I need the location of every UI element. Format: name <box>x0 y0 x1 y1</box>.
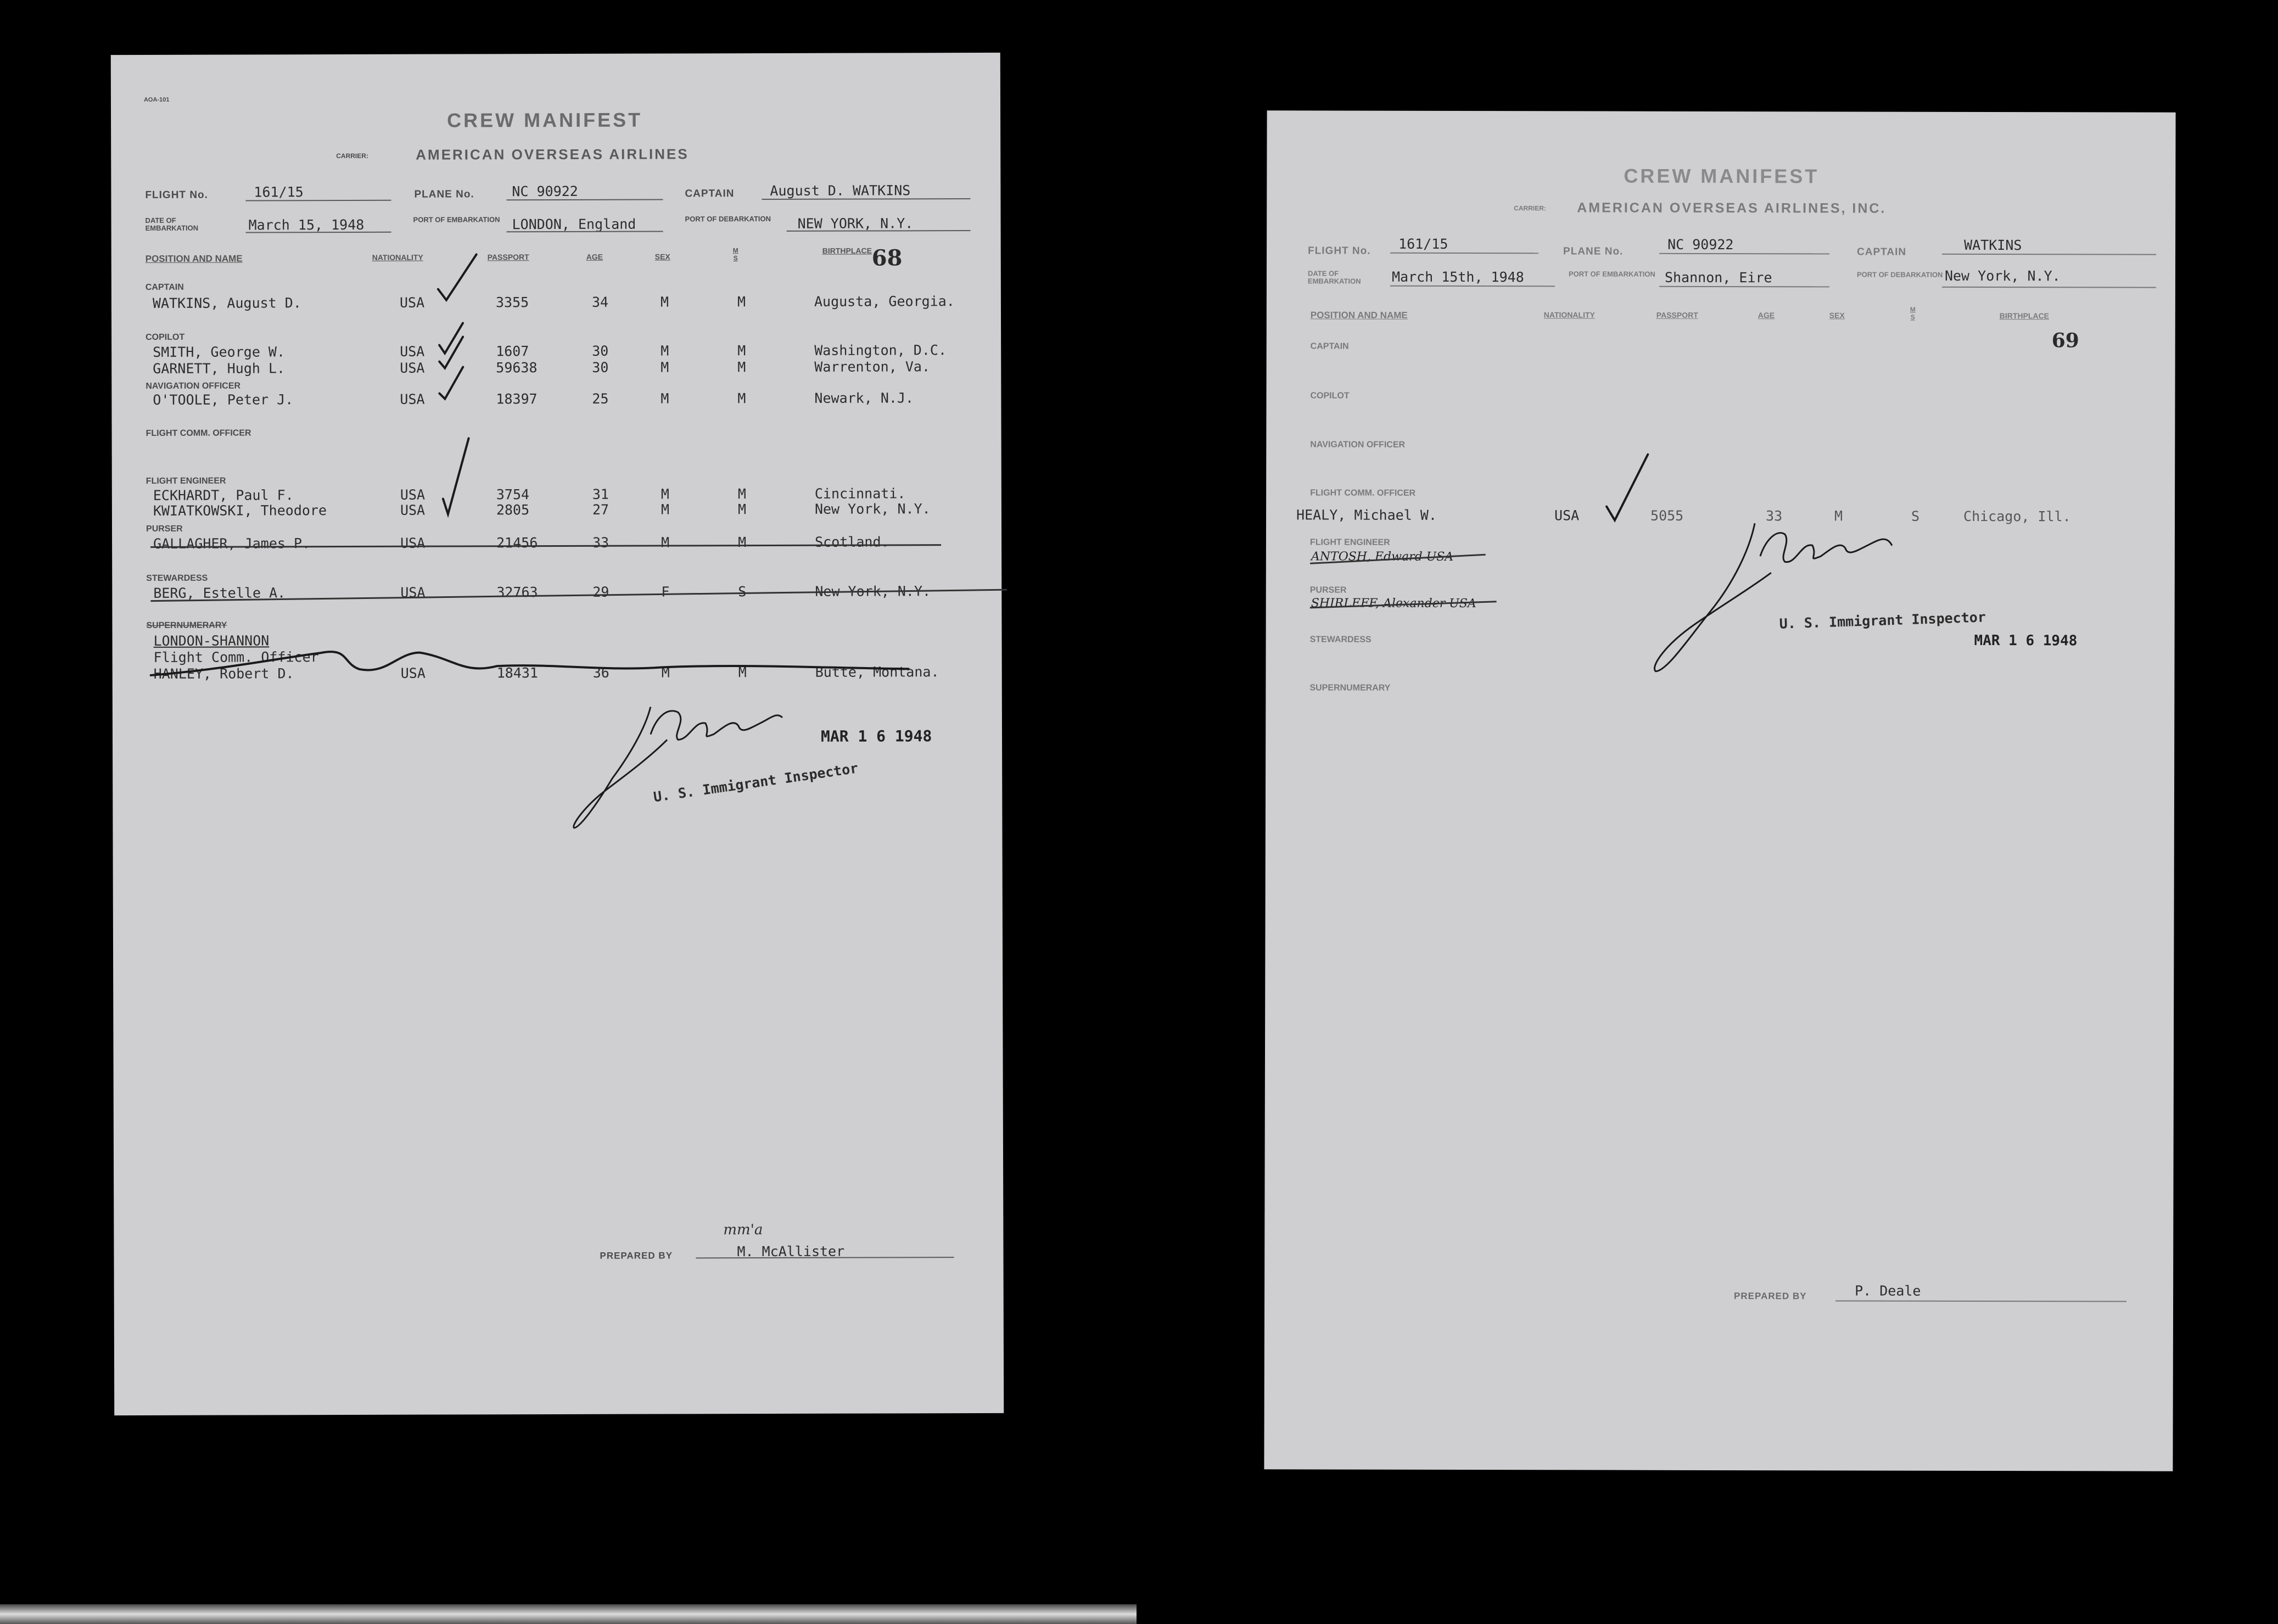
crew-nationality: USA <box>400 391 425 407</box>
crew-age: 27 <box>592 501 609 518</box>
crew-marital: M <box>737 501 747 518</box>
section-flight-comm: FLIGHT COMM. OFFICER <box>1310 488 1416 498</box>
section-purser: PURSER <box>1309 585 1347 595</box>
section-navigation: NAVIGATION OFFICER <box>1310 440 1406 450</box>
form-number: AOA-101 <box>143 96 170 103</box>
supernumerary-role: Flight Comm. Officer <box>153 649 319 665</box>
crew-passport: 18431 <box>496 665 539 681</box>
plane-number: NC 90922 <box>1667 236 1734 253</box>
crew-name: GARNETT, Hugh L. <box>153 360 286 377</box>
carrier-name: AMERICAN OVERSEAS AIRLINES, INC. <box>1577 200 1887 216</box>
port-embarkation-label: PORT OF EMBARKATION <box>1568 270 1655 278</box>
crew-name: HEALY, Michael W. <box>1296 507 1437 523</box>
port-debarkation: New York, N.Y. <box>1944 267 2061 284</box>
flight-label: FLIGHT No. <box>1308 245 1371 257</box>
crew-sex: M <box>661 390 669 407</box>
crew-birthplace: Cincinnati. <box>814 485 906 502</box>
section-engineer: FLIGHT ENGINEER <box>145 476 226 486</box>
crew-nationality: USA <box>399 294 425 311</box>
header-passport: PASSPORT <box>487 253 529 262</box>
crew-birthplace: Newark, N.J. <box>814 390 914 406</box>
crew-marital: M <box>737 359 746 376</box>
section-purser: PURSER <box>145 524 183 534</box>
crew-nationality: USA <box>1554 507 1580 524</box>
captain-label: CAPTAIN <box>685 188 735 200</box>
crew-passport: 1607 <box>496 343 529 360</box>
header-age: AGE <box>1758 311 1775 320</box>
crew-name: KWIATKOWSKI, Theodore <box>153 502 327 519</box>
date-label: DATE OF EMBARKATION <box>145 216 199 232</box>
carrier-label: CARRIER: <box>1514 204 1546 212</box>
crew-marital: M <box>737 343 746 359</box>
header-age: AGE <box>586 252 603 261</box>
section-copilot: COPILOT <box>145 332 185 342</box>
port-embarkation: LONDON, England <box>512 216 636 233</box>
section-copilot: COPILOT <box>1310 391 1350 401</box>
crew-nationality: USA <box>400 360 425 376</box>
crew-marital: M <box>737 294 746 310</box>
header-birthplace: BIRTHPLACE <box>822 246 872 255</box>
crew-age: 29 <box>592 584 609 600</box>
prepared-by-label: PREPARED BY <box>600 1250 673 1261</box>
plane-label: PLANE No. <box>414 188 474 200</box>
flight-label: FLIGHT No. <box>145 189 208 201</box>
page-number: 69 <box>2051 329 2079 352</box>
crew-marital: M <box>738 664 747 681</box>
crew-name: SMITH, George W. <box>153 344 286 360</box>
crew-nationality: USA <box>400 343 425 360</box>
header-birthplace: BIRTHPLACE <box>1999 311 2050 321</box>
crew-marital: M <box>738 534 747 551</box>
flight-number: 161/15 <box>254 184 304 200</box>
crew-age: 30 <box>592 343 609 359</box>
crew-birthplace: Washington, D.C. <box>814 342 947 359</box>
section-engineer: FLIGHT ENGINEER <box>1309 537 1390 547</box>
header-nationality: NATIONALITY <box>1543 310 1595 320</box>
crew-birthplace: New York, N.Y. <box>814 501 931 517</box>
inspector-signature <box>568 696 843 839</box>
port-embarkation-label: PORT OF EMBARKATION <box>413 215 500 224</box>
crew-passport: 3754 <box>496 486 530 503</box>
crew-sex: M <box>661 359 669 376</box>
page-number: 68 <box>871 245 903 271</box>
plane-label: PLANE No. <box>1563 245 1624 257</box>
crew-marital: M <box>737 486 746 502</box>
section-flight-comm: FLIGHT COMM. OFFICER <box>145 428 251 438</box>
crew-nationality: USA <box>400 665 426 681</box>
header-position: POSITION AND NAME <box>145 253 243 264</box>
crew-sex: M <box>1834 508 1843 524</box>
scan-edge <box>0 1604 1137 1624</box>
captain-label: CAPTAIN <box>1857 246 1907 258</box>
captain-name: August D. WATKINS <box>770 182 911 199</box>
crew-name: BERG, Estelle A. <box>153 585 286 601</box>
port-debarkation-label: PORT OF DEBARKATION <box>685 214 771 223</box>
crew-passport: 59638 <box>496 360 538 376</box>
flight-number: 161/15 <box>1398 236 1448 252</box>
header-passport: PASSPORT <box>1656 310 1698 320</box>
crew-nationality: USA <box>400 584 426 601</box>
header-marital: M S <box>1910 305 1916 321</box>
crew-name: GALLAGHER, James P. <box>153 535 311 552</box>
port-debarkation: NEW YORK, N.Y. <box>797 215 914 232</box>
crew-name: HANLEY, Robert D. <box>153 665 294 682</box>
handwritten-engineer: ANTOSH, Edward USA <box>1311 550 1454 564</box>
port-embarkation: Shannon, Eire <box>1664 269 1772 286</box>
crew-name: WATKINS, August D. <box>152 295 301 311</box>
crew-age: 25 <box>592 390 609 407</box>
port-debarkation-label: PORT OF DEBARKATION <box>1856 270 1943 279</box>
page-title: CREW MANIFEST <box>1624 164 1820 188</box>
inspector-title: U. S. Immigrant Inspector <box>652 760 859 805</box>
crew-birthplace: Chicago, Ill. <box>1963 508 2071 525</box>
header-marital: M S <box>732 247 738 262</box>
crew-passport: 21456 <box>496 535 538 551</box>
crew-passport: 5055 <box>1650 507 1684 524</box>
crew-birthplace: Warrenton, Va. <box>814 359 931 375</box>
crew-name: O'TOOLE, Peter J. <box>153 391 294 408</box>
crew-age: 36 <box>592 664 609 681</box>
crew-birthplace: Augusta, Georgia. <box>814 293 955 310</box>
crew-nationality: USA <box>400 535 426 551</box>
handwritten-purser: SHIRLEFF, Alexander USA <box>1311 596 1476 611</box>
crew-marital: S <box>738 584 747 600</box>
carrier-label: CARRIER: <box>336 152 368 160</box>
embarkation-date: March 15th, 1948 <box>1391 268 1524 285</box>
section-navigation: NAVIGATION OFFICER <box>145 381 241 391</box>
supernumerary-route: LONDON-SHANNON <box>153 632 270 649</box>
crew-sex: M <box>661 534 670 551</box>
section-supernumerary: SUPERNUMERARY <box>146 620 227 630</box>
crew-age: 34 <box>591 294 609 310</box>
crew-marital: M <box>737 390 746 407</box>
section-stewardess: STEWARDESS <box>146 573 208 583</box>
check-marks <box>111 53 1002 714</box>
crew-sex: M <box>661 501 670 518</box>
inspector-signature <box>1644 518 1952 683</box>
header-sex: SEX <box>654 252 670 261</box>
header-position: POSITION AND NAME <box>1310 310 1408 321</box>
crew-sex: M <box>660 294 669 310</box>
prepared-by: P. Deale <box>1855 1283 1921 1299</box>
page-title: CREW MANIFEST <box>447 108 643 132</box>
date-stamp: MAR 1 6 1948 <box>1974 632 2078 649</box>
prepared-initials: mm'a <box>723 1222 763 1239</box>
inspector-title: U. S. Immigrant Inspector <box>1779 609 1986 632</box>
plane-number: NC 90922 <box>512 183 578 200</box>
crew-age: 31 <box>592 486 609 502</box>
crew-birthplace: Scotland. <box>815 534 889 550</box>
section-captain: CAPTAIN <box>145 282 184 292</box>
crew-sex: M <box>661 664 670 681</box>
crew-nationality: USA <box>400 486 426 503</box>
crew-passport: 32763 <box>496 584 538 601</box>
crew-sex: F <box>661 584 670 600</box>
crew-sex: M <box>661 343 669 359</box>
section-stewardess: STEWARDESS <box>1309 635 1372 645</box>
crew-sex: M <box>661 486 669 502</box>
date-label: DATE OF EMBARKATION <box>1307 269 1361 285</box>
crew-name: ECKHARDT, Paul F. <box>153 487 294 503</box>
carrier-name: AMERICAN OVERSEAS AIRLINES <box>416 145 689 163</box>
crew-passport: 3355 <box>495 294 529 311</box>
crew-marital: S <box>1911 508 1920 524</box>
section-supernumerary: SUPERNUMERARY <box>1309 683 1391 693</box>
prepared-by: M. McAllister <box>737 1243 845 1260</box>
crew-nationality: USA <box>400 502 426 518</box>
manifest-sheet-2 <box>1264 110 2175 1471</box>
crew-passport: 18397 <box>496 391 538 407</box>
crew-birthplace: New York, N.Y. <box>815 583 931 600</box>
manifest-sheet-1 <box>111 53 1004 1415</box>
crew-passport: 2805 <box>496 502 530 518</box>
embarkation-date: March 15, 1948 <box>248 216 365 233</box>
captain-name: WATKINS <box>1964 237 2022 254</box>
crew-birthplace: Butte, Montana. <box>815 664 939 680</box>
crew-age: 30 <box>592 359 609 376</box>
crew-age: 33 <box>1766 508 1783 524</box>
date-stamp: MAR 1 6 1948 <box>820 727 932 746</box>
header-nationality: NATIONALITY <box>372 253 423 262</box>
prepared-by-label: PREPARED BY <box>1734 1291 1807 1302</box>
header-sex: SEX <box>1829 311 1845 320</box>
crew-age: 33 <box>592 534 609 551</box>
section-captain: CAPTAIN <box>1310 341 1349 351</box>
